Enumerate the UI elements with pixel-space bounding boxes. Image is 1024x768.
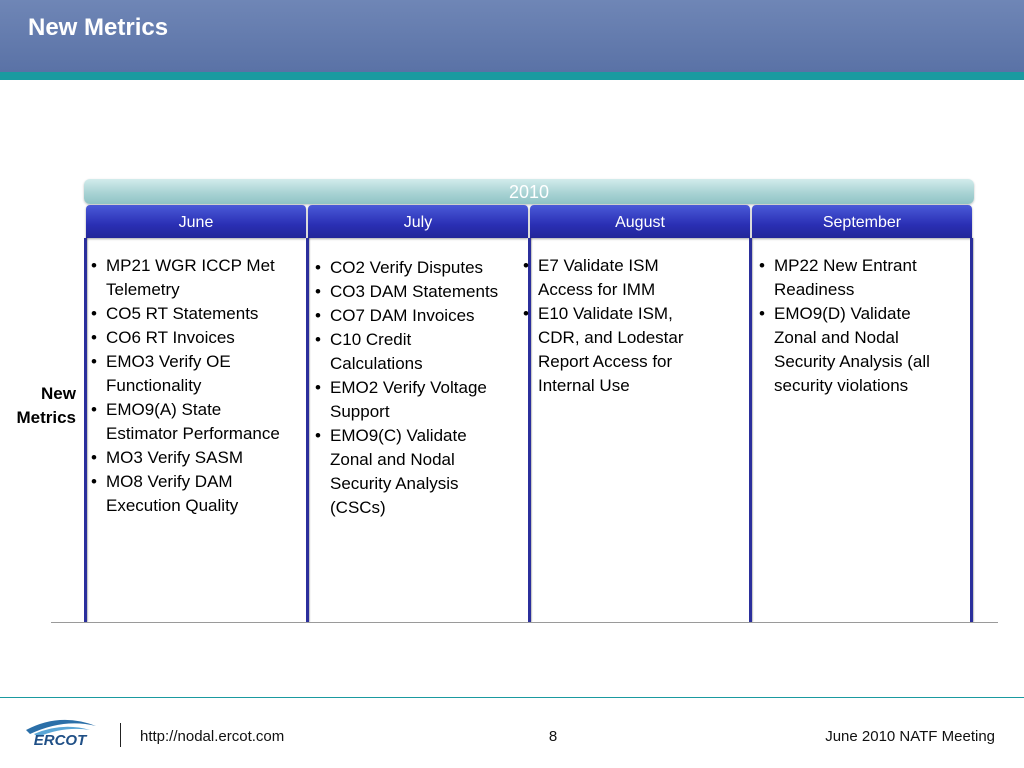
- month-tab-september: September: [752, 205, 972, 238]
- footer-rule: [0, 697, 1024, 698]
- bullet-icon: •: [315, 282, 321, 301]
- logo-wordmark: ERCOT: [33, 732, 87, 749]
- metric-line: Execution Quality: [106, 496, 239, 515]
- metric-line: Report Access for: [538, 352, 673, 371]
- metric-line: E7 Validate ISM: [538, 256, 659, 275]
- bullet-icon: •: [315, 258, 321, 277]
- metric-item: [520, 302, 746, 398]
- page-number: 8: [548, 728, 558, 745]
- metric-line: (CSCs): [330, 498, 386, 517]
- ercot-logo: [20, 714, 100, 750]
- bullet-icon: •: [523, 256, 529, 275]
- metric-line: CO5 RT Statements: [106, 304, 259, 323]
- metric-line: CO2 Verify Disputes: [330, 258, 484, 277]
- metric-line: EMO2 Verify Voltage: [330, 378, 487, 397]
- metric-item: [88, 254, 308, 302]
- metric-line: Calculations: [330, 354, 423, 373]
- metric-line: CO6 RT Invoices: [106, 328, 235, 347]
- column-divider: [749, 238, 752, 622]
- metric-line: CO7 DAM Invoices: [330, 306, 475, 325]
- june-metrics-list: [88, 254, 308, 518]
- metric-line: Access for IMM: [538, 280, 656, 299]
- bullet-icon: •: [523, 304, 529, 323]
- metric-line: Readiness: [774, 280, 855, 299]
- metric-line: CO3 DAM Statements: [330, 282, 499, 301]
- metric-item: [312, 280, 532, 304]
- metric-line: E10 Validate ISM,: [538, 304, 673, 323]
- metric-line: C10 Credit: [330, 330, 412, 349]
- bullet-icon: •: [91, 304, 97, 323]
- august-metrics-list: [520, 254, 746, 398]
- bullet-icon: •: [91, 328, 97, 347]
- bullet-icon: •: [91, 256, 97, 275]
- metric-line: Internal Use: [538, 376, 630, 395]
- metric-line: Telemetry: [106, 280, 180, 299]
- metric-item: [756, 302, 970, 398]
- metric-item: [312, 256, 532, 280]
- metric-item: [88, 302, 308, 326]
- metric-line: Zonal and Nodal: [774, 328, 899, 347]
- month-tab-june: June: [86, 205, 306, 238]
- metric-line: Functionality: [106, 376, 202, 395]
- metric-line: MP22 New Entrant: [774, 256, 917, 275]
- metric-line: Security Analysis: [330, 474, 459, 493]
- metric-item: [88, 470, 308, 518]
- row-label-line: New: [41, 384, 76, 403]
- footer-divider: [120, 723, 121, 747]
- metric-item: [88, 326, 308, 350]
- metric-line: EMO9(C) Validate: [330, 426, 467, 445]
- metric-line: MO8 Verify DAM: [106, 472, 233, 491]
- metric-item: [520, 254, 746, 302]
- metric-item: [88, 350, 308, 398]
- bullet-icon: •: [91, 472, 97, 491]
- bullet-icon: •: [315, 306, 321, 325]
- bullet-icon: •: [315, 426, 321, 445]
- metric-line: CDR, and Lodestar: [538, 328, 684, 347]
- month-tab-august: August: [530, 205, 750, 238]
- metric-line: Security Analysis (all: [774, 352, 930, 371]
- footer-url-link[interactable]: http://nodal.ercot.com: [140, 728, 285, 745]
- bullet-icon: •: [759, 304, 765, 323]
- september-metrics-list: [756, 254, 970, 398]
- metric-line: MO3 Verify SASM: [106, 448, 243, 467]
- title-bar: [0, 0, 1024, 72]
- metric-line: security violations: [774, 376, 909, 395]
- metric-item: [756, 254, 970, 302]
- metric-item: [312, 328, 532, 376]
- metric-line: Zonal and Nodal: [330, 450, 455, 469]
- column-divider: [970, 238, 973, 622]
- metric-line: EMO9(A) State: [106, 400, 222, 419]
- page-title: New Metrics: [28, 14, 169, 41]
- meeting-label: June 2010 NATF Meeting: [825, 728, 995, 745]
- metric-line: MP21 WGR ICCP Met: [106, 256, 275, 275]
- metric-line: Support: [330, 402, 390, 421]
- month-tab-july: July: [308, 205, 528, 238]
- metric-item: [312, 376, 532, 424]
- year-bar: 2010: [84, 179, 974, 204]
- metric-item: [88, 446, 308, 470]
- metric-item: [312, 304, 532, 328]
- bullet-icon: •: [91, 448, 97, 467]
- metric-line: Estimator Performance: [106, 424, 280, 443]
- bullet-icon: •: [315, 330, 321, 349]
- bullet-icon: •: [315, 378, 321, 397]
- bullet-icon: •: [91, 352, 97, 371]
- metric-item: [88, 398, 308, 446]
- metric-item: [312, 424, 532, 520]
- timeline-baseline: [51, 622, 998, 623]
- column-divider: [84, 238, 87, 622]
- header-accent-stripe: [0, 72, 1024, 80]
- metric-line: EMO9(D) Validate: [774, 304, 911, 323]
- metric-line: EMO3 Verify OE: [106, 352, 231, 371]
- bullet-icon: •: [759, 256, 765, 275]
- row-label: [0, 382, 76, 430]
- bullet-icon: •: [91, 400, 97, 419]
- july-metrics-list: [312, 256, 532, 520]
- row-label-line: Metrics: [16, 408, 76, 427]
